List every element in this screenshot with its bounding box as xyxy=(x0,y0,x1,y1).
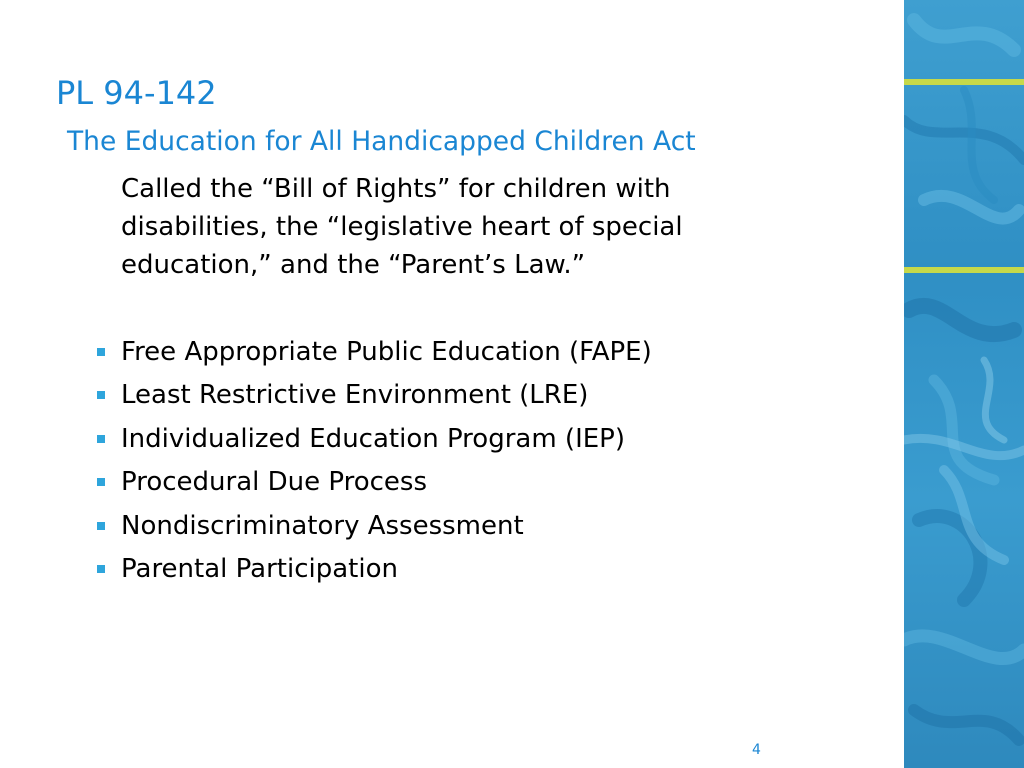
description-line: education,” and the “Parent’s Law.” xyxy=(121,250,586,280)
brush-texture-graphic xyxy=(904,0,1024,768)
bullet-item-assessment xyxy=(97,504,652,548)
bullet-list xyxy=(97,330,652,591)
bullet-text: Parental Participation xyxy=(121,554,398,585)
bullet-text: Procedural Due Process xyxy=(121,467,428,498)
bullet-item-parental-participation xyxy=(97,548,652,592)
bullet-item-lre xyxy=(97,374,652,418)
square-bullet-icon xyxy=(97,391,105,399)
bullet-item-iep xyxy=(97,417,652,461)
accent-rule-bottom xyxy=(904,267,1024,273)
description-line: Called the “Bill of Rights” for children with xyxy=(121,174,671,204)
square-bullet-icon xyxy=(97,565,105,573)
square-bullet-icon xyxy=(97,478,105,486)
bullet-text: Free Appropriate Public Education (FAPE) xyxy=(121,336,652,367)
square-bullet-icon xyxy=(97,435,105,443)
bullet-item-fape xyxy=(97,330,652,374)
bullet-text: Individualized Education Program (IEP) xyxy=(121,423,625,454)
bullet-item-due-process xyxy=(97,461,652,505)
bullet-text: Least Restrictive Environment (LRE) xyxy=(121,380,589,411)
slide-subtitle: The Education for All Handicapped Children Act xyxy=(67,126,696,157)
bullet-text: Nondiscriminatory Assessment xyxy=(121,510,524,541)
square-bullet-icon xyxy=(97,348,105,356)
description-paragraph xyxy=(121,170,821,284)
description-line: disabilities, the “legislative heart of special xyxy=(121,212,683,242)
slide-title: PL 94-142 xyxy=(56,74,217,112)
accent-rule-top xyxy=(904,79,1024,85)
square-bullet-icon xyxy=(97,522,105,530)
slide-number: 4 xyxy=(752,742,761,758)
decorative-side-panel xyxy=(904,0,1024,768)
